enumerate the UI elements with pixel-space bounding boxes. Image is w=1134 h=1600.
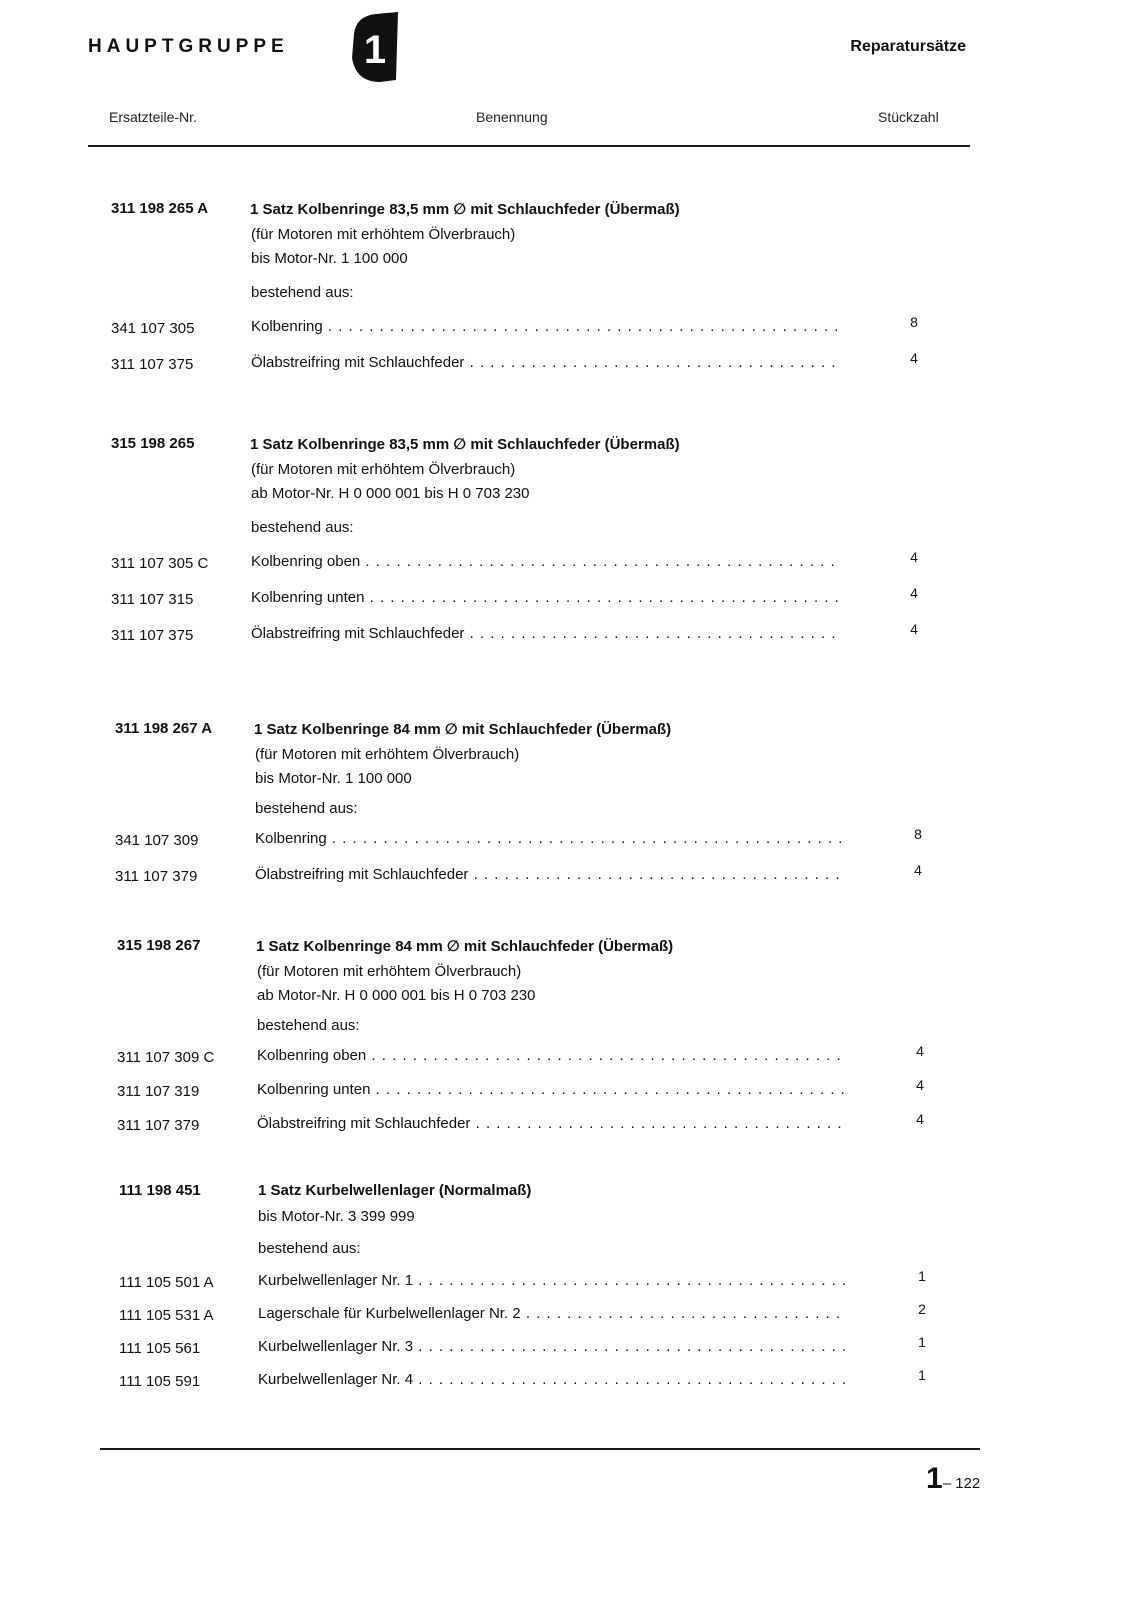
item-quantity: 1 [918, 1334, 926, 1350]
page-number [926, 1462, 980, 1496]
footer-divider [100, 1448, 980, 1450]
header-divider [88, 145, 970, 147]
item-quantity: 4 [914, 862, 922, 878]
item-part-number: 111 105 591 [119, 1373, 201, 1390]
item-name: Kolbenring . . . [255, 830, 843, 852]
group-label: HAUPTGRUPPE [88, 36, 289, 57]
item-quantity: 4 [916, 1111, 924, 1127]
item-part-number: 311 107 375 [111, 627, 194, 644]
item-quantity: 8 [910, 314, 918, 330]
item-name: Ölabstreifring mit Schlauchfeder . . . [251, 625, 839, 647]
set-title: 1 Satz Kolbenringe 83,5 mm ∅ mit Schlauchfeder (Übermaß) [250, 201, 680, 218]
item-row [0, 1301, 1134, 1338]
item-quantity: 4 [916, 1077, 924, 1093]
set-title: 1 Satz Kolbenringe 84 mm ∅ mit Schlauchfeder (Übermaß) [256, 938, 674, 955]
item-row [0, 826, 1134, 866]
item-quantity: 4 [910, 585, 918, 601]
item-name: Kurbelwellenlager Nr. 4 . . . [258, 1371, 846, 1393]
item-part-number: 311 107 375 [111, 356, 194, 373]
item-row [0, 1334, 1134, 1371]
item-quantity: 8 [914, 826, 922, 842]
item-row [0, 1077, 1134, 1115]
item-quantity: 4 [916, 1043, 924, 1059]
set-part-number: 111 198 451 [119, 1182, 201, 1199]
item-quantity: 2 [918, 1301, 926, 1317]
item-part-number: 311 107 379 [115, 868, 198, 885]
item-name: Lagerschale für Kurbelwellenlager Nr. 2 . . . [258, 1305, 846, 1327]
item-quantity: 4 [910, 621, 918, 637]
item-part-number: 111 105 561 [119, 1340, 201, 1357]
repair-set [0, 200, 1134, 390]
item-part-number: 111 105 531 A [119, 1307, 214, 1324]
column-header-part-number: Ersatzteile-Nr. [109, 109, 197, 125]
set-description: bis Motor-Nr. 3 399 999 [258, 1208, 415, 1225]
item-part-number: 311 107 379 [117, 1117, 200, 1134]
item-row [0, 314, 1134, 354]
item-row [0, 549, 1134, 589]
item-quantity: 1 [918, 1268, 926, 1284]
item-name: Kurbelwellenlager Nr. 3 . . . [258, 1338, 846, 1360]
page-number-major: 1 [926, 1462, 943, 1495]
repair-set [0, 435, 1134, 661]
item-name: Kolbenring oben . . . [257, 1047, 845, 1069]
item-row [0, 621, 1134, 661]
set-description: (für Motoren mit erhöhtem Ölverbrauch) [255, 746, 520, 763]
item-part-number: 311 107 315 [111, 591, 194, 608]
item-row [0, 1367, 1134, 1404]
repair-set [0, 1182, 1134, 1404]
consists-of-label: bestehend aus: [257, 1017, 360, 1034]
set-part-number: 315 198 265 [111, 435, 195, 452]
set-part-number: 311 198 265 A [111, 200, 209, 217]
item-part-number: 111 105 501 A [119, 1274, 214, 1291]
item-name: Kolbenring oben . . . [251, 553, 839, 575]
item-name: Ölabstreifring mit Schlauchfeder . . . [255, 866, 843, 888]
set-title: 1 Satz Kurbelwellenlager (Normalmaß) [258, 1182, 532, 1199]
consists-of-label: bestehend aus: [255, 800, 358, 817]
item-part-number: 311 107 305 C [111, 555, 209, 572]
group-number-badge-shape [346, 8, 402, 84]
set-description: ab Motor-Nr. H 0 000 001 bis H 0 703 230 [251, 485, 530, 502]
item-name: Kolbenring unten . . . [257, 1081, 845, 1103]
item-row [0, 862, 1134, 902]
column-header-name: Benennung [476, 109, 548, 125]
page-number-minor: – 122 [942, 1475, 981, 1492]
item-row [0, 1268, 1134, 1305]
group-number-text: 1 [363, 28, 387, 72]
item-quantity: 4 [910, 350, 918, 366]
set-description: ab Motor-Nr. H 0 000 001 bis H 0 703 230 [257, 987, 536, 1004]
item-row [0, 585, 1134, 625]
section-title: Reparatursätze [850, 38, 966, 55]
item-name: Kolbenring unten . . . [251, 589, 839, 611]
set-description: (für Motoren mit erhöhtem Ölverbrauch) [251, 461, 516, 478]
set-description: bis Motor-Nr. 1 100 000 [255, 770, 412, 787]
item-row [0, 350, 1134, 390]
consists-of-label: bestehend aus: [251, 284, 354, 301]
item-part-number: 311 107 319 [117, 1083, 200, 1100]
set-title: 1 Satz Kolbenringe 84 mm ∅ mit Schlauchfeder (Übermaß) [254, 721, 672, 738]
set-title: 1 Satz Kolbenringe 83,5 mm ∅ mit Schlauchfeder (Übermaß) [250, 436, 680, 453]
set-description: (für Motoren mit erhöhtem Ölverbrauch) [251, 226, 516, 243]
item-row [0, 1043, 1134, 1081]
set-part-number: 315 198 267 [117, 937, 201, 954]
item-row [0, 1111, 1134, 1149]
item-name: Kurbelwellenlager Nr. 1 . . . [258, 1272, 846, 1294]
item-quantity: 4 [910, 549, 918, 565]
item-name: Kolbenring . . . [251, 318, 839, 340]
set-description: bis Motor-Nr. 1 100 000 [251, 250, 408, 267]
item-quantity: 1 [918, 1367, 926, 1383]
group-number-badge [346, 8, 402, 84]
item-name: Ölabstreifring mit Schlauchfeder . . . [251, 354, 839, 376]
item-name: Ölabstreifring mit Schlauchfeder . . . [257, 1115, 845, 1137]
item-part-number: 341 107 305 [111, 320, 195, 337]
set-description: (für Motoren mit erhöhtem Ölverbrauch) [257, 963, 522, 980]
repair-set [0, 937, 1134, 1149]
set-part-number: 311 198 267 A [115, 720, 213, 737]
column-header-quantity: Stückzahl [878, 109, 939, 125]
repair-set [0, 720, 1134, 902]
item-part-number: 311 107 309 C [117, 1049, 215, 1066]
item-part-number: 341 107 309 [115, 832, 199, 849]
consists-of-label: bestehend aus: [251, 519, 354, 536]
consists-of-label: bestehend aus: [258, 1240, 361, 1257]
